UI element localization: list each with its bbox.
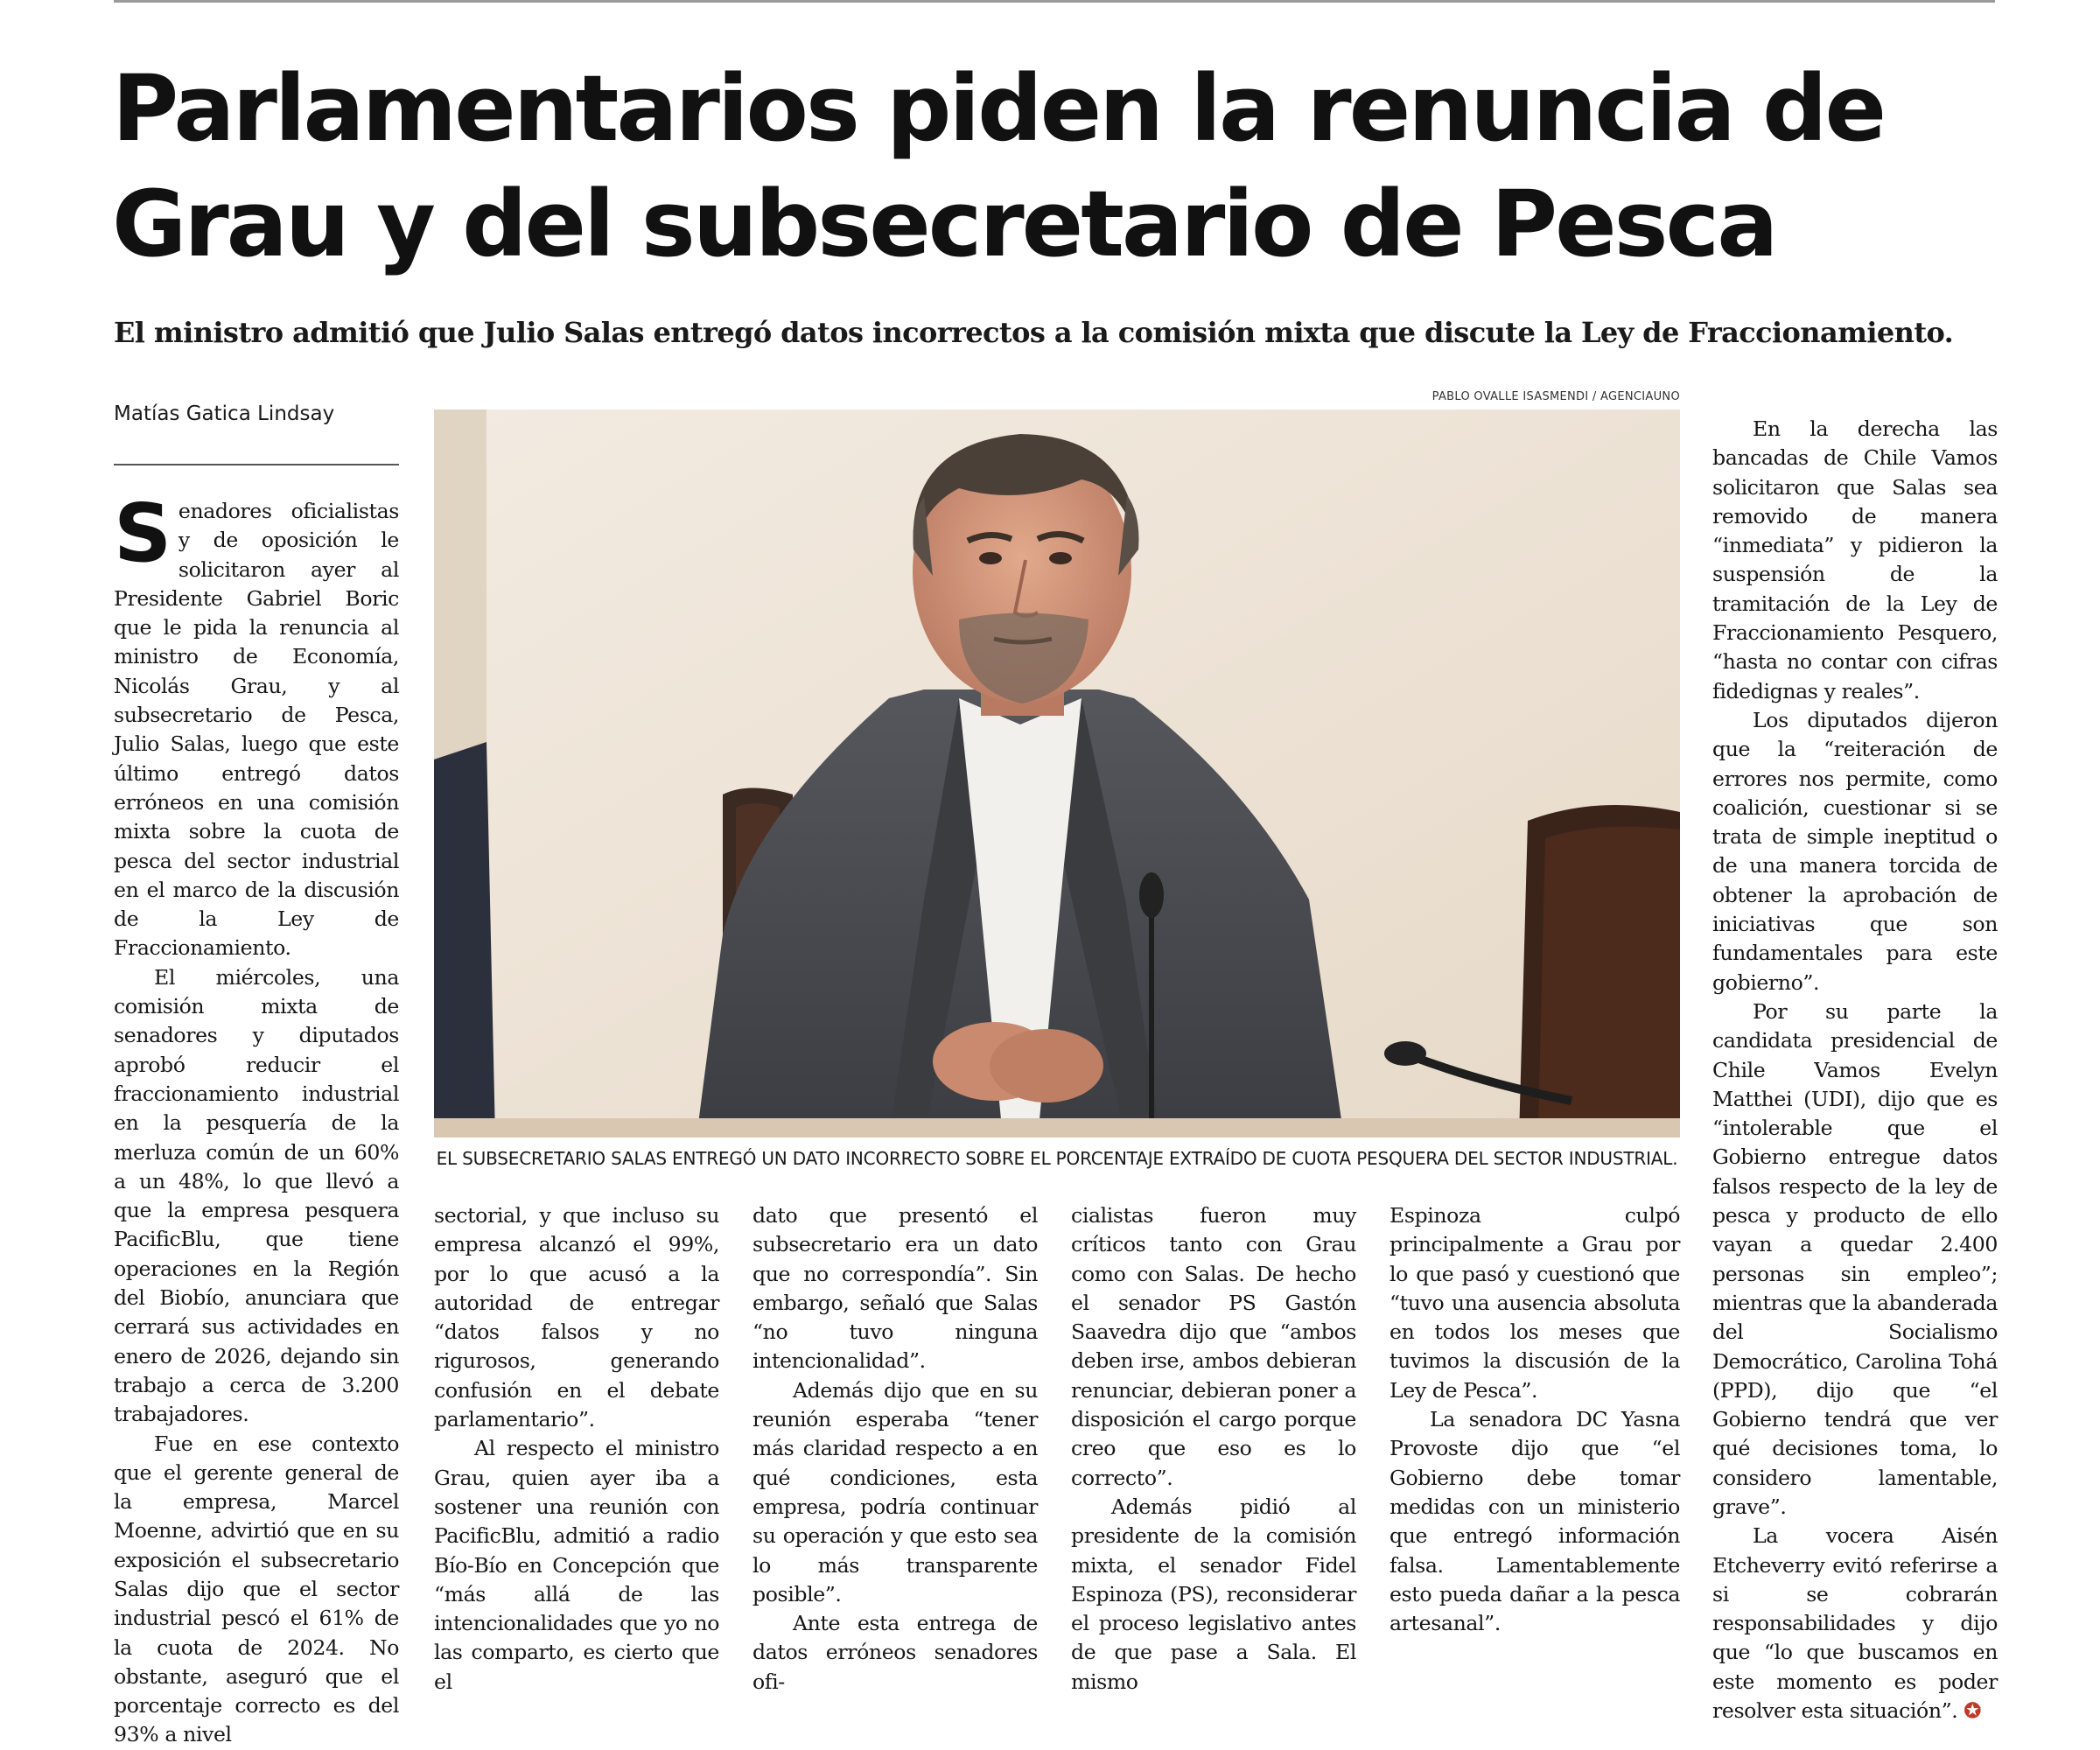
article-column-3: [752, 1201, 1038, 1694]
photo-credit: PABLO OVALLE ISASMENDI / AGENCIAUNO: [1432, 390, 1680, 403]
headline-line-1: Parlamentarios piden la renuncia de: [112, 55, 1885, 162]
paragraph-7: Además pidió al presidente de la comisión mixta, el senador Fidel Espinoza (PS), reconsiderar el proceso legislativo antes de que pase a Sala. El mismo: [1071, 1494, 1356, 1694]
article-column-1: [114, 486, 399, 1747]
top-rule: [114, 0, 1995, 3]
photo-illustration: [434, 410, 1680, 1138]
byline-rule: [114, 464, 399, 466]
article-photo: [434, 410, 1680, 1138]
end-mark-icon: ✪: [1964, 1698, 1981, 1724]
byline: Matías Gatica Lindsay: [114, 402, 335, 425]
paragraph-11: Por su parte la candidata presidencial de Chile Vamos Evelyn Matthei (UDI), dijo que es “intolerable que el Gobierno entregue datos falsos respecto de la ley de pesca y producto de ello vayan a quedar 2.400 personas sin empleo”; mientras que la abanderada del Socialismo Democrático, Carolina Tohá (PPD), dijo que “el Gobierno tendrá que ver qué decisiones toma, lo considero lamentable, grave”.: [1712, 998, 1998, 1519]
article-column-4: [1071, 1201, 1356, 1694]
article-column-6: [1712, 415, 1998, 1724]
article-column-2: [434, 1201, 719, 1694]
subtitle: El ministro admitió que Julio Salas entregó datos incorrectos a la comisión mixta que discute la Ley de Fraccionamiento.: [114, 316, 1954, 349]
paragraph-7-continued: Espinoza culpó principalmente a Grau por lo que pasó y cuestionó que “tuvo una ausencia absoluta en todos los meses que tuvimos la discusión de la Ley de Pesca”.: [1390, 1203, 1680, 1403]
paragraph-6: Ante esta entrega de datos erróneos senadores ofi-: [752, 1611, 1038, 1694]
headline: [112, 51, 2037, 282]
article-column-5: [1390, 1201, 1680, 1643]
paragraph-12: La vocera Aisén Etcheverry evitó referirse a si se cobrarán responsabilidades y dijo que “lo que buscamos en este momento es poder resolver esta situación”. ✪: [1712, 1523, 1998, 1724]
paragraph-4-continued: dato que presentó el subsecretario era un dato que no correspondía”. Sin embargo, señaló que Salas “no tuvo ninguna intencionalidad”.: [752, 1203, 1038, 1374]
paragraph-4: Al respecto el ministro Grau, quien ayer iba a sostener una reunión con PacificBlu, admitió a radio Bío-Bío en Concepción que “más allá de las intencionalidades que yo no las comparto, es cierto que el: [434, 1436, 719, 1694]
paragraph-10: Los diputados dijeron que la “reiteración de errores nos permite, como coalición, cuestionar si se trata de simple ineptitud o de una manera torcida de obtener la aprobación de iniciativas que son fundamentales para este gobierno”.: [1712, 707, 1998, 995]
photo-caption: EL SUBSECRETARIO SALAS ENTREGÓ UN DATO INCORRECTO SOBRE EL PORCENTAJE EXTRAÍDO DE CUOTA PESQUERA DEL SECTOR INDUSTRIAL.: [436, 1148, 1678, 1169]
paragraph-6-continued: cialistas fueron muy críticos tanto con Grau como con Salas. De hecho el senador PS Gastón Saavedra dijo que “ambos deben irse, ambos debieran renunciar, debieran poner a disposición el cargo porque creo que eso es lo correcto”.: [1071, 1203, 1356, 1490]
paragraph-9: En la derecha las bancadas de Chile Vamos solicitaron que Salas sea removido de manera “inmediata” y pidieron la suspensión de la tramitación de la Ley de Fraccionamiento Pesquero, “hasta no contar con cifras fidedignas y reales”.: [1712, 416, 1998, 704]
paragraph-3-continued: sectorial, y que incluso su empresa alcanzó el 99%, por lo que acusó a la autoridad de entregar “datos falsos y no rigurosos, generando confusión en el debate parlamentario”.: [434, 1203, 719, 1432]
paragraph-5: Además dijo que en su reunión esperaba “tener más claridad respecto a en qué condiciones, esta empresa, podría continuar su operación y que esto sea lo más transparente posible”.: [752, 1377, 1038, 1606]
drop-cap: S: [114, 486, 172, 580]
headline-line-2: Grau y del subsecretario de Pesca: [112, 171, 1776, 277]
paragraph-2: El miércoles, una comisión mixta de senadores y diputados aprobó reducir el fraccionamiento industrial en la pesquería de la merluza común de un 60% a un 48%, lo que llevó a que la empresa pesquera PacificBlu, que tiene operaciones en la Región del Biobío, anunciara que cerrará sus actividades en enero de 2026, dejando sin trabajo a cerca de 3.200 trabajadores.: [114, 964, 399, 1427]
paragraph-8: La senadora DC Yasna Provoste dijo que “el Gobierno debe tomar medidas con un ministerio que entregó información falsa. Lamentablemente esto pueda dañar a la pesca artesanal”.: [1390, 1407, 1680, 1636]
paragraph-1: Senadores oficialistas y de oposición le solicitaron ayer al Presidente Gabriel Boric que le pida la renuncia al ministro de Economía, Nicolás Grau, y al subsecretario de Pesca, Julio Salas, luego que este último entregó datos erróneos en una comisión mixta sobre la cuota de pesca del sector industrial en el marco de la discusión de la Ley de Fraccionamiento.: [114, 486, 399, 961]
paragraph-3: Fue en ese contexto que el gerente general de la empresa, Marcel Moenne, advirtió que en su exposición el subsecretario Salas dijo que el sector industrial pescó el 61% de la cuota de 2024. No obstante, aseguró que el porcentaje correcto es del 93% a nivel: [114, 1431, 399, 1747]
